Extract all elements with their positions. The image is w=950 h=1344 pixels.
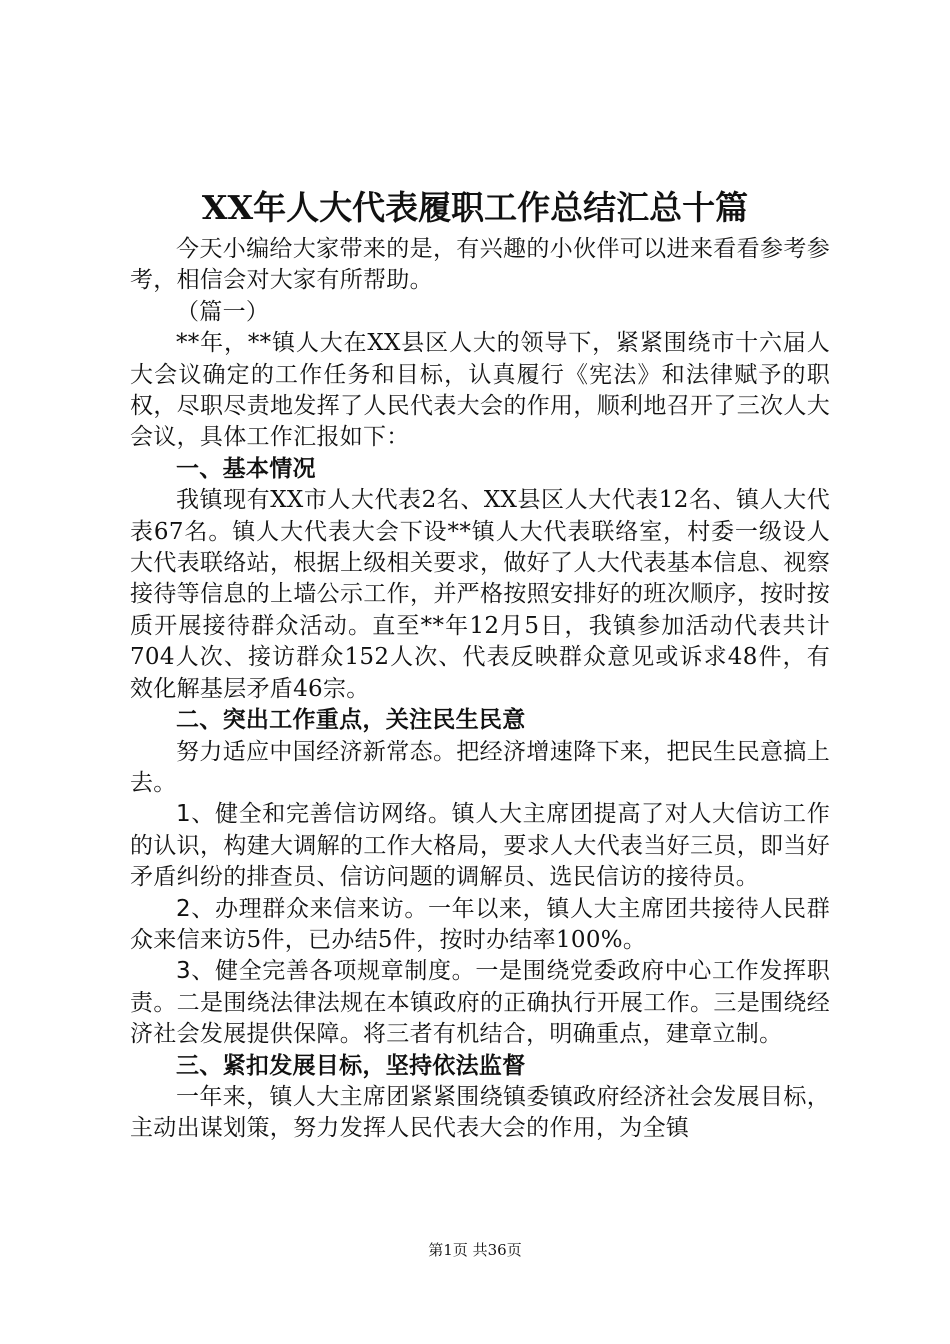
section-label: （篇一）	[176, 298, 270, 325]
numbered-lead: 2、办理群众来信来访。	[176, 895, 428, 922]
numbered-lead: 3、健全完善各项规章制度。	[176, 958, 476, 985]
document-body	[130, 234, 830, 1145]
numbered-paragraph	[130, 799, 830, 893]
body-paragraph: 一年来，镇人大主席团紧紧围绕镇委镇政府经济社会发展目标，主动出谋划策，努力发挥人民代表大会的作用，为全镇	[130, 1083, 830, 1142]
section-heading: 三、紧扣发展目标，坚持依法监督	[176, 1052, 526, 1079]
numbered-lead: 1、健全和完善信访网络。	[176, 801, 452, 828]
numbered-text: 一是围绕党委政府中心工作发挥职责。二是围绕法律法规在本镇政府的正确执行开展工作。三是围绕经济社会发展提供保障。将三者有机结合，明确重点，建章立制。	[130, 958, 830, 1048]
body-paragraph: 我镇现有XX市人大代表2名、XX县区人大代表12名、镇人大代表67名。镇人大代表大会下设**镇人大代表联络室，村委一级设人大代表联络站，根据上级相关要求，做好了人大代表基本信息、视察接待等信息的上墙公示工作，并严格按照安排好的班次顺序，按时按质开展接待群众活动。直至**年12月5日，我镇参加活动代表共计704人次、接访群众152人次、代表反映群众意见或诉求48件，有效化解基层矛盾46宗。	[130, 487, 830, 702]
numbered-paragraph	[130, 956, 830, 1050]
intro-paragraph: 今天小编给大家带来的是，有兴趣的小伙伴可以进来看看参考参考，相信会对大家有所帮助。	[130, 236, 830, 294]
section-heading: 二、突出工作重点，关注民生民意	[176, 707, 526, 734]
numbered-text: 镇人大主席团提高了对人大信访工作的认识，构建大调解的工作大格局，要求人大代表当好三员，即当好矛盾纠纷的排查员、信访问题的调解员、选民信访的接待员。	[130, 801, 831, 891]
page-footer: 第1页 共36页	[428, 1241, 522, 1259]
body-paragraph: **年，**镇人大在XX县区人大的领导下，紧紧围绕市十六届人大会议确定的工作任务和目标，认真履行《宪法》和法律赋予的职权，尽职尽责地发挥了人民代表大会的作用，顺利地召开了三次人大会议，具体工作汇报如下：	[130, 330, 830, 451]
numbered-text: 一年以来，镇人大主席团共接待人民群众来信来访5件，已办结5件，按时办结率100%。	[130, 895, 830, 953]
document-title: XX年人大代表履职工作总结汇总十篇	[201, 188, 749, 227]
body-paragraph: 努力适应中国经济新常态。把经济增速降下来，把民生民意搞上去。	[130, 738, 830, 796]
numbered-paragraph	[130, 894, 830, 957]
section-heading: 一、基本情况	[176, 455, 316, 482]
